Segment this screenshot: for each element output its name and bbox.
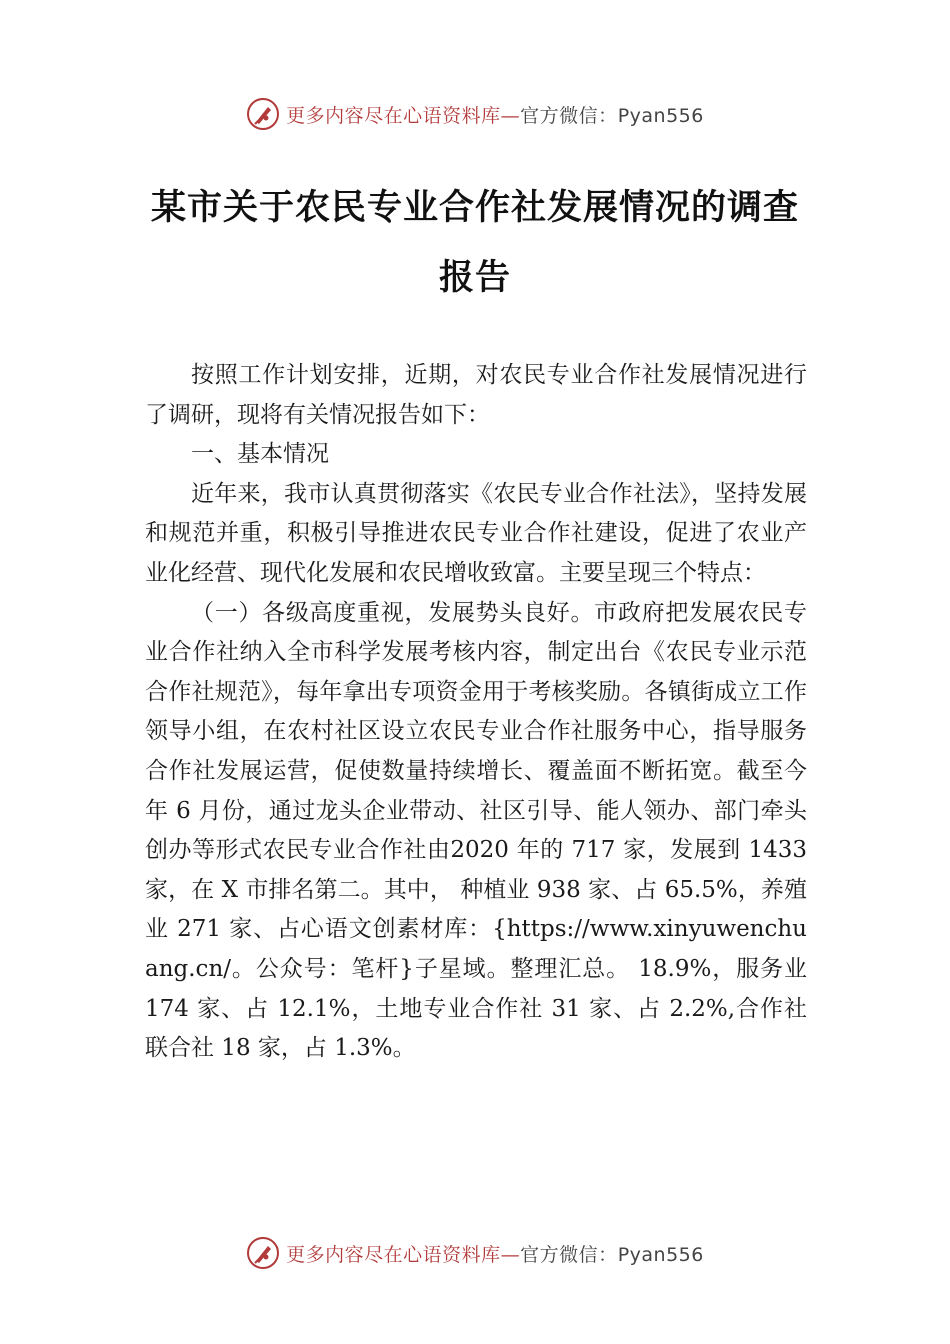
document-title: 某市关于农民专业合作社发展情况的调查 — [150, 188, 799, 228]
pen-nib-logo-icon — [246, 97, 280, 131]
body-paragraph: 近年来，我市认真贯彻落实《农民专业合作社法》，坚持发展和规范并重，积极引导推进农民专业合作社建设，促进了农业产业化经营、现代化发展和农民增收致富。主要呈现三个特点： — [145, 480, 807, 586]
banner-text: 更多内容尽在心语资料库—官方微信：Pyan556 — [286, 104, 704, 127]
section-heading: 一、基本情况 — [191, 441, 329, 468]
intro-paragraph: 按照工作计划安排，近期，对农民专业合作社发展情况进行了调研，现将有关情况报告如下： — [145, 362, 807, 428]
pen-nib-logo-icon — [246, 1236, 280, 1270]
banner-text: 更多内容尽在心语资料库—官方微信：Pyan556 — [286, 1243, 704, 1266]
document-title-continued: 报告 — [438, 258, 511, 298]
document-body — [145, 356, 807, 1069]
body-paragraph: （一）各级高度重视，发展势头良好。市政府把发展农民专业合作社纳入全市科学发展考核内容，制定出台《农民专业示范合作社规范》，每年拿出专项资金用于考核奖励。各镇街成立工作领导小组，在农村社区设立农民专业合作社服务中心，指导服务合作社发展运营，促使数量持续增长、覆盖面不断拓宽。截至今年 6 月份，通过龙头企业带动、社区引导、能人领办、部门牵头创办等形式农民专业合作社由2020 年的 717 家，发展到 1433 家，在 X 市排名第二。其中， 种植业 938 家、占 65.5%，养殖业 271 家、占心语文创素材库：{https://www.xinyuwenchuang.cn/。公众号：笔杆}子星域。整理汇总。 18.9%，服务业 174 家、占 12.1%，土地专业合作社 31 家、占 2.2%,合作社联合社 18 家，占 1.3%。 — [145, 599, 807, 1062]
header-watermark-banner — [0, 92, 950, 136]
footer-watermark-banner — [0, 1231, 950, 1275]
